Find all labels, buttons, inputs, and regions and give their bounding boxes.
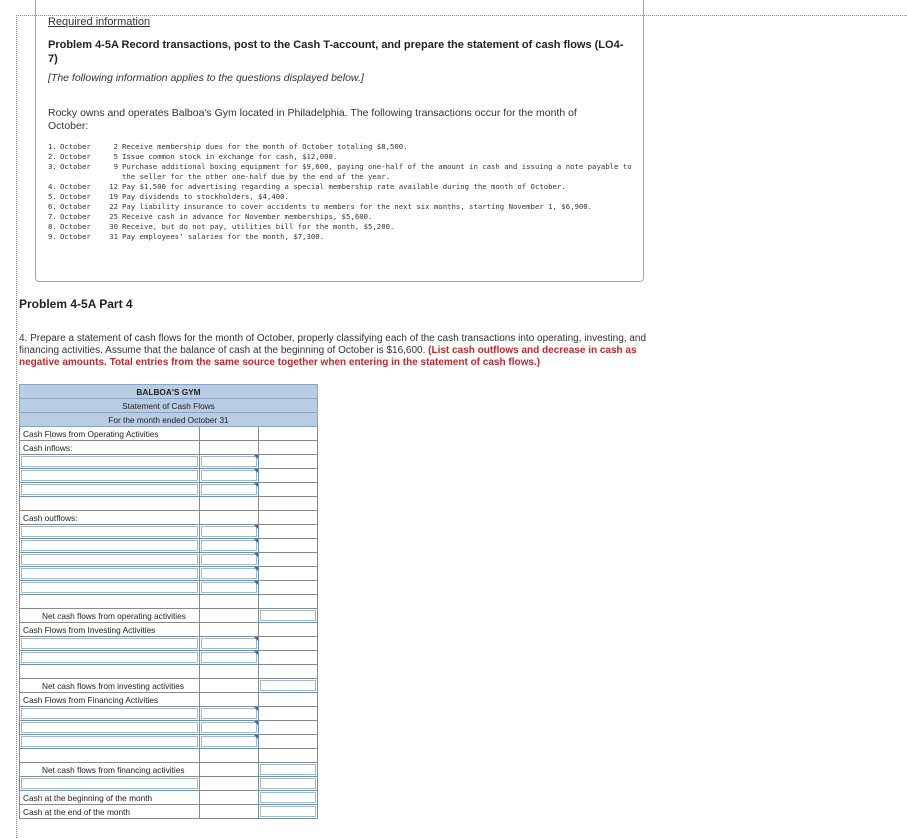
net-investing-amount-input[interactable] (259, 679, 318, 693)
net-investing-label: Net cash flows from investing activities (20, 679, 200, 693)
required-information-box (35, 0, 644, 282)
operating-inflow-amount-input[interactable] (200, 469, 259, 483)
financing-amount-input[interactable] (200, 735, 259, 749)
net-change-description-input[interactable] (20, 777, 200, 791)
net-operating-amount-input[interactable] (259, 609, 318, 623)
operating-inflow-description-input[interactable] (20, 469, 200, 483)
investing-amount-input[interactable] (200, 651, 259, 665)
operating-outflow-amount-input[interactable] (200, 553, 259, 567)
transaction-item: 7. October 25 Receive cash in advance for November memberships, $5,600. (48, 212, 373, 221)
net-financing-label: Net cash flows from financing activities (20, 763, 200, 777)
net-operating-label: Net cash flows from operating activities (20, 609, 200, 623)
transaction-item: 4. October 12 Pay $1,500 for advertising regarding a special membership rate available during the month of October. (48, 182, 566, 191)
problem-title: Problem 4-5A Record transactions, post to the Cash T-account, and prepare the statement of cash flows (LO4-7) (48, 39, 624, 65)
investing-description-input[interactable] (20, 637, 200, 651)
operating-inflow-amount-input[interactable] (200, 483, 259, 497)
required-information-title: Required information (48, 16, 151, 28)
net-financing-amount-input[interactable] (259, 763, 318, 777)
transaction-item: 9. October 31 Pay employees' salaries for the month, $7,300. (48, 232, 325, 241)
operating-inflow-description-input[interactable] (20, 455, 200, 469)
company-name: BALBOA'S GYM (20, 385, 318, 399)
cash-inflows-label: Cash inflows: (20, 441, 200, 455)
transaction-item: 6. October 22 Pay liability insurance to cover accidents to members for the next six months, starting November 1, $6,900. (48, 202, 593, 211)
transaction-list (48, 142, 638, 242)
investing-description-input[interactable] (20, 651, 200, 665)
statement-name: Statement of Cash Flows (20, 399, 318, 413)
instruction-text (19, 333, 659, 369)
operating-outflow-description-input[interactable] (20, 525, 200, 539)
operating-outflow-amount-input[interactable] (200, 581, 259, 595)
operating-outflow-amount-input[interactable] (200, 567, 259, 581)
statement-of-cash-flows-table (19, 384, 318, 819)
intro-text: Rocky owns and operates Balboa's Gym located in Philadelphia. The following transactions occur for the month of October: (48, 107, 577, 132)
cash-beginning-amount-input[interactable] (259, 791, 318, 805)
operating-outflow-amount-input[interactable] (200, 525, 259, 539)
instruction-red: (List cash outflows and decrease in cash as negative amounts. Total entries from the same source together when entering in the statement of cash flows.) (19, 345, 637, 368)
transaction-item: 8. October 30 Receive, but do not pay, utilities bill for the month, $5,200. (48, 222, 395, 231)
financing-header: Cash Flows from Financing Activities (20, 693, 200, 707)
operating-outflow-amount-input[interactable] (200, 539, 259, 553)
page-border-left (16, 15, 17, 838)
operating-outflow-description-input[interactable] (20, 567, 200, 581)
operating-header: Cash Flows from Operating Activities (20, 427, 200, 441)
transaction-item: 3. October 9 Purchase additional boxing equipment for $9,600, paying one-half of the amount in cash and issuing a note payable to the seller for the other one-half due by the end of the year. (48, 162, 632, 181)
operating-outflow-description-input[interactable] (20, 581, 200, 595)
operating-outflow-description-input[interactable] (20, 539, 200, 553)
financing-description-input[interactable] (20, 721, 200, 735)
cash-beginning-label: Cash at the beginning of the month (20, 791, 200, 805)
cash-outflows-label: Cash outflows: (20, 511, 200, 525)
transaction-item: 1. October 2 Receive membership dues for the month of October totaling $8,500. (48, 142, 408, 151)
transaction-item: 5. October 19 Pay dividends to stockholders, $4,400. (48, 192, 289, 201)
investing-header: Cash Flows from Investing Activities (20, 623, 200, 637)
investing-amount-input[interactable] (200, 637, 259, 651)
cash-end-label: Cash at the end of the month (20, 805, 200, 819)
statement-period: For the month ended October 31 (20, 413, 318, 427)
operating-outflow-description-input[interactable] (20, 553, 200, 567)
instruction-plain: 4. Prepare a statement of cash flows for the month of October, properly classifying each of the cash transactions into operating, investing, and financing activities. Assume that the balance of cash at the beginning of October is $16,600. (19, 333, 647, 356)
financing-amount-input[interactable] (200, 707, 259, 721)
transaction-item: 2. October 5 Issue common stock in exchange for cash, $12,000. (48, 152, 338, 161)
net-change-amount-input[interactable] (259, 777, 318, 791)
operating-inflow-description-input[interactable] (20, 483, 200, 497)
financing-description-input[interactable] (20, 707, 200, 721)
info-note: [The following information applies to the questions displayed below.] (48, 72, 364, 84)
cash-end-amount-input[interactable] (259, 805, 318, 819)
financing-amount-input[interactable] (200, 721, 259, 735)
operating-inflow-amount-input[interactable] (200, 455, 259, 469)
financing-description-input[interactable] (20, 735, 200, 749)
part-title: Problem 4-5A Part 4 (19, 297, 133, 311)
